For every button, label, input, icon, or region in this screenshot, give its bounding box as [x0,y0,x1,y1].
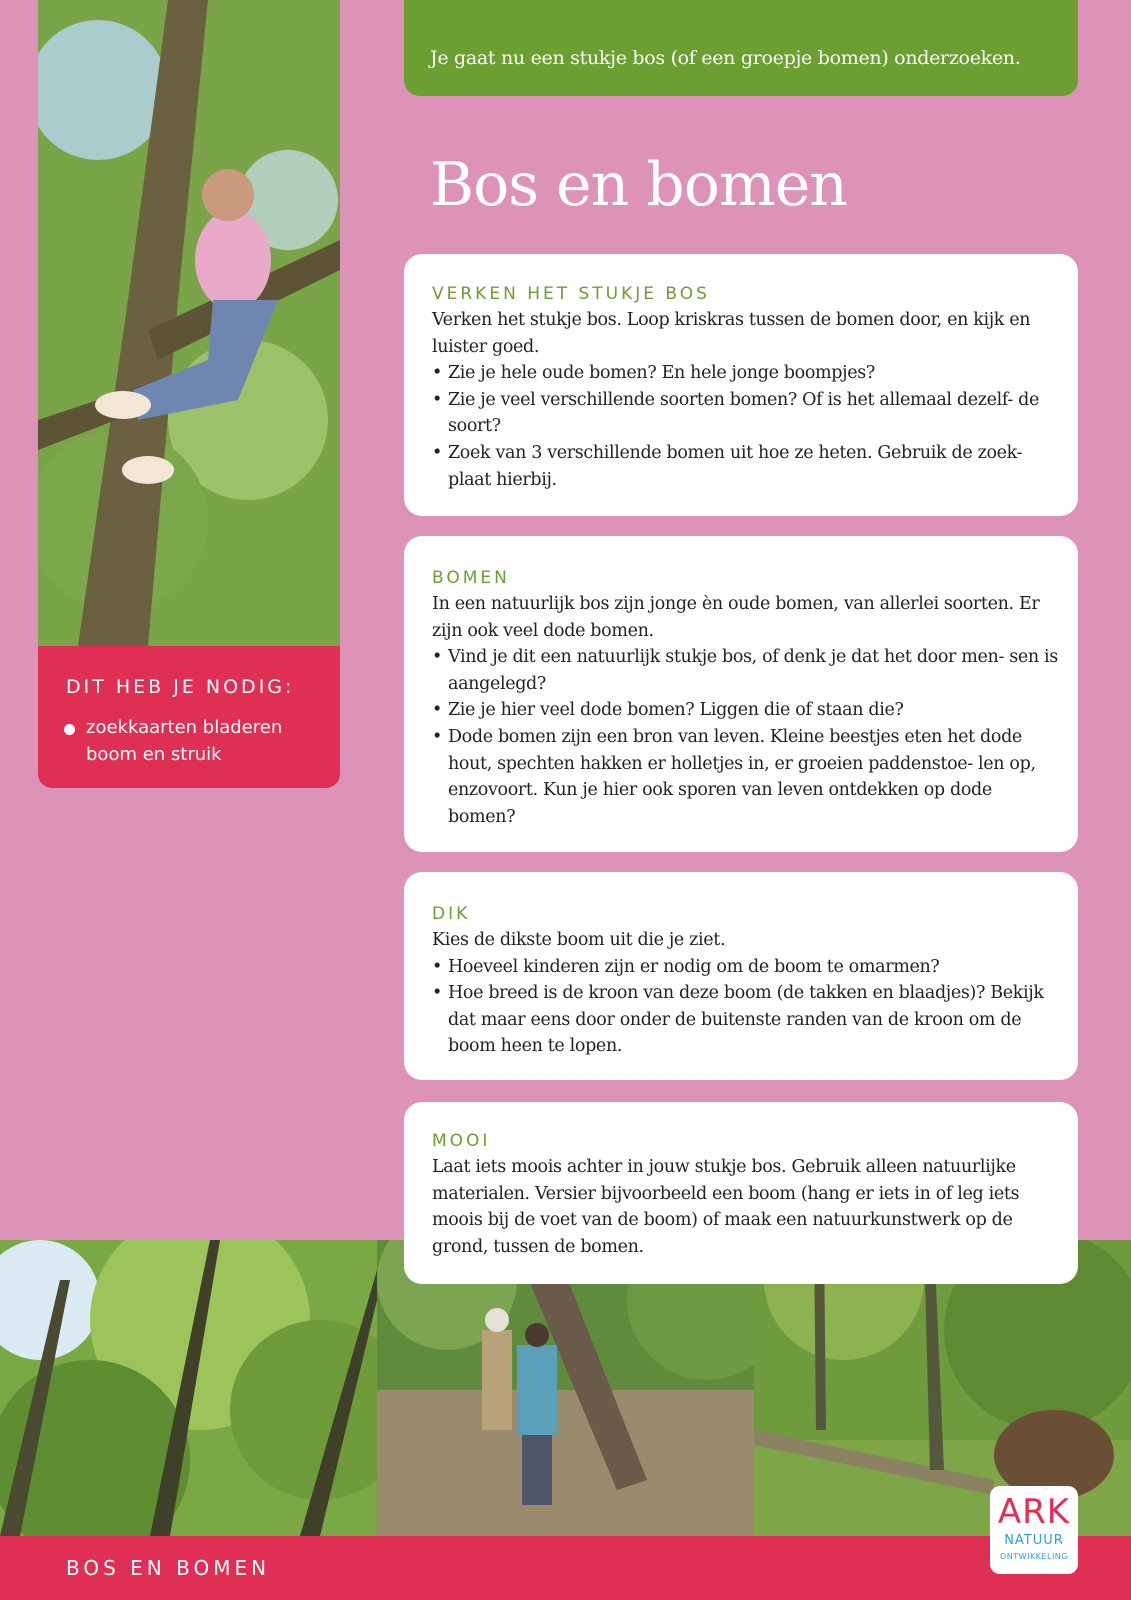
list-item: • Zoek van 3 verschillende bomen uit hoe ze heten. Gebruik de zoek- plaat hierbij. [432,440,1062,493]
card-dik [404,872,1078,1080]
needs-item: zoekkaarten bladeren boom en struik [86,717,283,765]
card-body [432,307,1062,493]
card-bomen [404,536,1078,852]
bullet-icon [64,724,75,735]
footer-title: BOS EN BOMEN [66,1556,271,1580]
people-hugging-tree-photo [377,1240,754,1536]
ark-logo [990,1486,1078,1574]
list-item: • Zie je hier veel dode bomen? Liggen die of staan die? [432,697,1062,724]
logo-ark: ARK [997,1492,1071,1532]
list-item: • Zie je veel verschillende soorten bomen? Of is het allemaal dezelf- de soort? [432,387,1062,440]
card-body [432,591,1062,830]
logo-ontwikkeling: ONTWIKKELING [1000,1552,1068,1561]
list-item: • Hoe breed is de kroon van deze boom (de takken en blaadjes)? Bekijk dat maar eens door onder de buitenste randen van de kroon om de boom heen te lopen. [432,980,1062,1060]
card-intro: Kies de dikste boom uit die je ziet. [432,930,726,950]
card-verken [404,254,1078,516]
bullet-list [432,644,1062,830]
card-body [432,1154,1062,1260]
bullet-list [432,954,1062,1060]
list-item: • Dode bomen zijn een bron van leven. Kleine beestjes eten het dode hout, spechten hakken er holletjes in, er groeien paddenstoe- len op, enzovoort. Kun je hier ook sporen van leven ontdekken op dode bomen? [432,724,1062,830]
card-heading: DIK [432,904,471,924]
card-body [432,927,1062,1060]
card-intro: Verken het stukje bos. Loop kriskras tussen de bomen door, en kijk en luister goed. [432,310,1031,357]
card-mooi [404,1102,1078,1284]
needs-box [38,646,340,788]
page-title: Bos en bomen [430,150,847,220]
list-item: • Vind je dit een natuurlijk stukje bos, of denk je dat het door men- sen is aangelegd? [432,644,1062,697]
girl-climbing-tree-photo [38,0,340,646]
card-intro: Laat iets moois achter in jouw stukje bos. Gebruik alleen natuurlijke materialen. Versier bijvoorbeeld een boom (hang er iets in of leg iets moois bij de voet van de boom) of maak een natuurkunstwerk op de grond, tussen de bomen. [432,1157,1020,1257]
card-intro: In een natuurlijk bos zijn jonge èn oude bomen, van allerlei soorten. Er zijn ook veel dode bomen. [432,594,1040,641]
list-item: • Hoeveel kinderen zijn er nodig om de boom te omarmen? [432,954,1062,981]
forest-canopy-photo [0,1240,377,1536]
footer-bar [0,1536,1131,1600]
needs-heading: DIT HEB JE NODIG: [66,676,295,698]
list-item: • Zie je hele oude bomen? En hele jonge boompjes? [432,360,1062,387]
bullet-list [432,360,1062,493]
logo-natuur: NATUUR [1004,1533,1064,1548]
card-heading: BOMEN [432,568,510,588]
intro-text: Je gaat nu een stukje bos (of een groepje bomen) onderzoeken. [430,47,1021,69]
card-heading: MOOI [432,1131,491,1151]
intro-banner [404,0,1078,96]
card-heading: VERKEN HET STUKJE BOS [432,284,710,304]
